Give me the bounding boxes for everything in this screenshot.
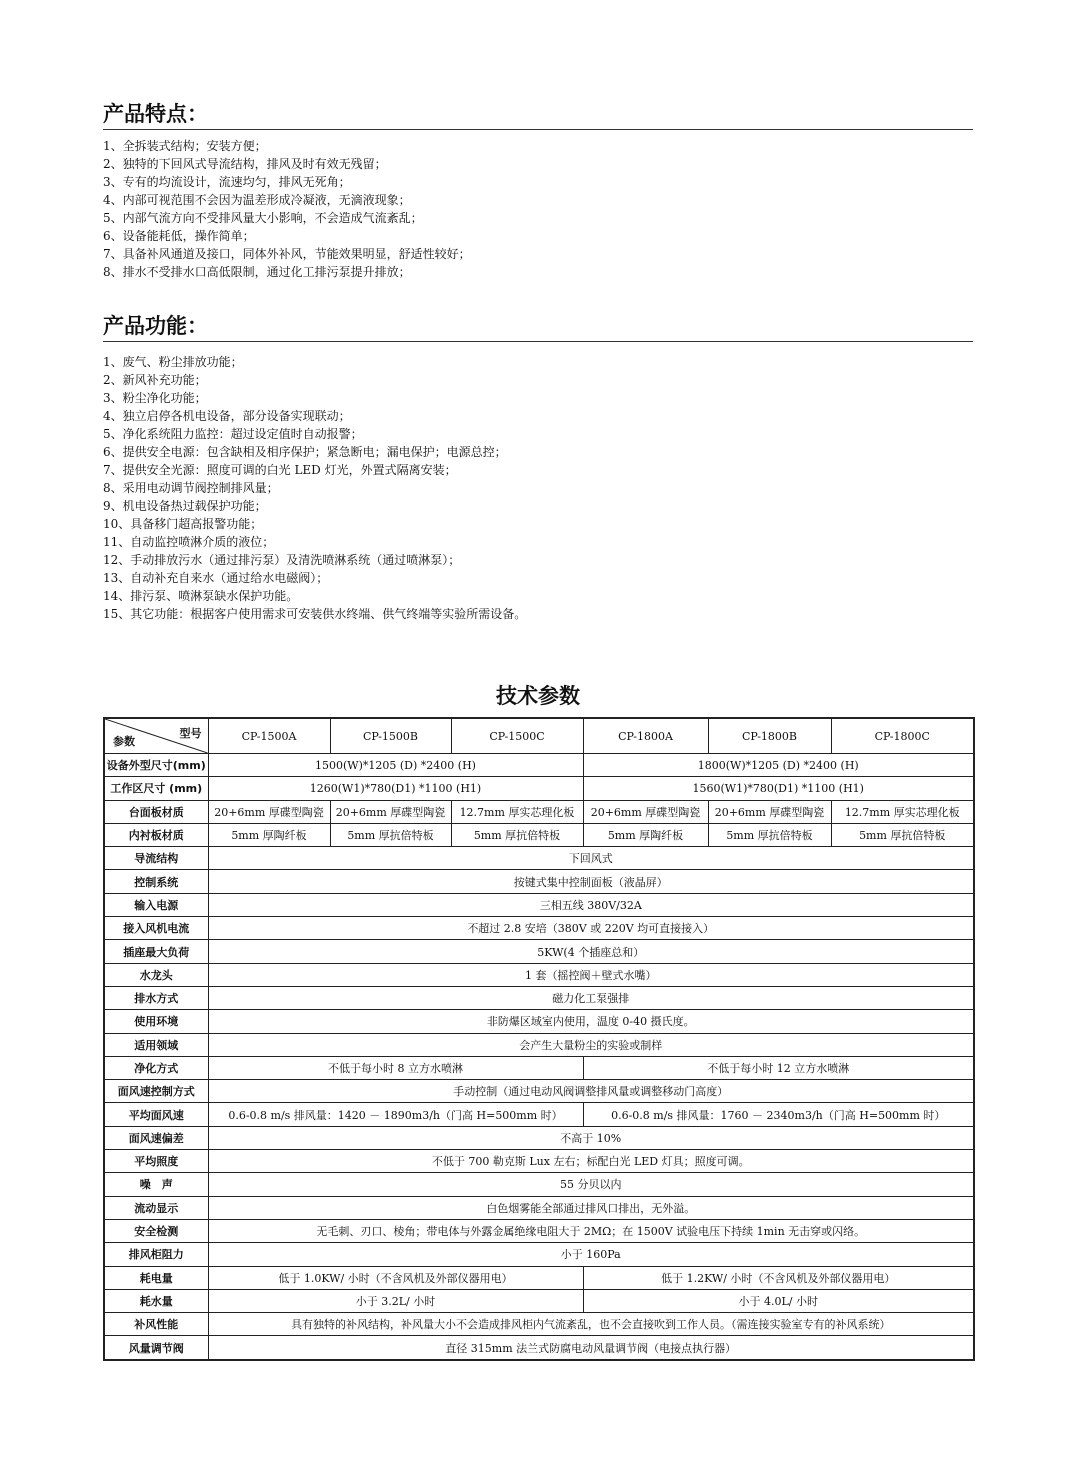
functions-item: 10、具备移门超高报警功能； — [103, 517, 263, 531]
param-value-cell: 55 分贝以内 — [208, 1173, 974, 1196]
param-value-cell: 20+6mm 厚碟型陶瓷 — [208, 800, 330, 823]
param-value-cell: 不高于 10% — [208, 1126, 974, 1149]
functions-item: 7、提供安全光源：照度可调的白光 LED 灯光，外置式隔离安装； — [103, 463, 457, 477]
spec-row — [104, 1196, 974, 1219]
spec-title: 技术参数 — [496, 684, 580, 708]
param-value-cell: 20+6mm 厚碟型陶瓷 — [583, 800, 708, 823]
functions-item: 5、净化系统阻力监控：超过设定值时自动报警； — [103, 427, 363, 441]
param-value-cell: 不低于 700 勒克斯 Lux 左右；标配白光 LED 灯具；照度可调。 — [208, 1150, 974, 1173]
features-item: 2、独特的下回风式导流结构，排风及时有效无残留； — [103, 157, 387, 171]
spec-row — [104, 1150, 974, 1173]
param-value-cell: 5mm 厚抗倍特板 — [708, 823, 831, 846]
model-header-cell: CP-1800C — [831, 718, 974, 754]
param-value-cell: 5KW(4 个插座总和） — [208, 940, 974, 963]
spec-row — [104, 1080, 974, 1103]
param-label-cell: 输入电源 — [104, 893, 208, 916]
param-label-cell: 补风性能 — [104, 1313, 208, 1336]
param-value-cell: 非防爆区域室内使用，温度 0-40 摄氏度。 — [208, 1010, 974, 1033]
spec-row — [104, 1313, 974, 1336]
functions-item: 6、提供安全电源：包含缺相及相序保护；紧急断电；漏电保护；电源总控； — [103, 445, 507, 459]
param-value-cell: 小于 160Pa — [208, 1243, 974, 1266]
param-label-cell: 平均照度 — [104, 1150, 208, 1173]
spec-row — [104, 986, 974, 1009]
features-list — [103, 137, 973, 281]
param-label-cell: 导流结构 — [104, 847, 208, 870]
spec-row — [104, 870, 974, 893]
features-item: 4、内部可视范围不会因为温差形成冷凝液，无滴液现象； — [103, 193, 411, 207]
param-label-cell: 设备外型尺寸(mm) — [104, 754, 208, 777]
spec-row — [104, 777, 974, 800]
features-section — [103, 100, 973, 281]
param-value-cell: 磁力化工泵强排 — [208, 986, 974, 1009]
param-label-cell: 台面板材质 — [104, 800, 208, 823]
param-value-cell: 不低于每小时 8 立方水喷淋 — [208, 1056, 583, 1079]
param-value-cell: 白色烟雾能全部通过排风口排出，无外溢。 — [208, 1196, 974, 1219]
model-header-cell: CP-1800A — [583, 718, 708, 754]
param-value-cell: 1800(W)*1205 (D) *2400 (H) — [583, 754, 974, 777]
model-header-cell: CP-1800B — [708, 718, 831, 754]
param-label-cell: 适用领域 — [104, 1033, 208, 1056]
param-label-cell: 安全检测 — [104, 1219, 208, 1242]
features-item: 8、排水不受排水口高低限制，通过化工排污泵提升排放； — [103, 265, 411, 279]
param-label-cell: 噪 声 — [104, 1173, 208, 1196]
param-label-cell: 工作区尺寸 (mm) — [104, 777, 208, 800]
param-value-cell: 0.6-0.8 m/s 排风量：1760 － 2340m3/h（门高 H=500mm 时） — [583, 1103, 974, 1126]
param-label-cell: 排风柜阻力 — [104, 1243, 208, 1266]
param-label-cell: 水龙头 — [104, 963, 208, 986]
features-item: 1、全拆装式结构；安装方便； — [103, 139, 267, 153]
param-value-cell: 5mm 厚抗倍特板 — [451, 823, 583, 846]
spec-row — [104, 754, 974, 777]
param-value-cell: 小于 4.0L/ 小时 — [583, 1289, 974, 1312]
param-value-cell: 1500(W)*1205 (D) *2400 (H) — [208, 754, 583, 777]
param-value-cell: 具有独特的补风结构，补风量大小不会造成排风柜内气流紊乱，也不会直接吹到工作人员。（需连接实验室专有的补风系统） — [208, 1313, 974, 1336]
param-label-cell: 净化方式 — [104, 1056, 208, 1079]
corner-param-label: 参数 — [113, 735, 135, 748]
functions-item: 13、自动补充自来水（通过给水电磁阀）； — [103, 571, 329, 585]
spec-row — [104, 1289, 974, 1312]
features-item: 3、专有的均流设计，流速均匀，排风无死角； — [103, 175, 351, 189]
param-value-cell: 1260(W1)*780(D1) *1100 (H1) — [208, 777, 583, 800]
param-value-cell: 低于 1.2KW/ 小时（不含风机及外部仪器用电） — [583, 1266, 974, 1289]
param-label-cell: 使用环境 — [104, 1010, 208, 1033]
param-value-cell: 5mm 厚抗倍特板 — [831, 823, 974, 846]
spec-row — [104, 800, 974, 823]
param-label-cell: 风量调节阀 — [104, 1336, 208, 1360]
param-value-cell: 1 套（摇控阀＋壁式水嘴） — [208, 963, 974, 986]
spec-row — [104, 847, 974, 870]
param-label-cell: 平均面风速 — [104, 1103, 208, 1126]
param-value-cell: 会产生大量粉尘的实验或制样 — [208, 1033, 974, 1056]
param-label-cell: 控制系统 — [104, 870, 208, 893]
spec-row — [104, 963, 974, 986]
features-item: 7、具备补风通道及接口，同体外补风，节能效果明显，舒适性较好； — [103, 247, 471, 261]
header-corner-cell — [104, 718, 208, 754]
param-value-cell: 按键式集中控制面板（液晶屏） — [208, 870, 974, 893]
spec-row — [104, 1266, 974, 1289]
param-value-cell: 下回风式 — [208, 847, 974, 870]
functions-item: 14、排污泵、喷淋泵缺水保护功能。 — [103, 589, 299, 603]
functions-section — [103, 312, 973, 623]
param-value-cell: 直径 315mm 法兰式防腐电动风量调节阀（电接点执行器） — [208, 1336, 974, 1360]
param-label-cell: 接入风机电流 — [104, 917, 208, 940]
param-label-cell: 排水方式 — [104, 986, 208, 1009]
functions-item: 8、采用电动调节阀控制排风量； — [103, 481, 279, 495]
param-value-cell: 手动控制（通过电动风阀调整排风量或调整移动门高度） — [208, 1080, 974, 1103]
param-value-cell: 不低于每小时 12 立方水喷淋 — [583, 1056, 974, 1079]
param-value-cell: 1560(W1)*780(D1) *1100 (H1) — [583, 777, 974, 800]
param-value-cell: 三相五线 380V/32A — [208, 893, 974, 916]
spec-row — [104, 1243, 974, 1266]
param-label-cell: 耗水量 — [104, 1289, 208, 1312]
functions-title: 产品功能： — [103, 312, 973, 342]
param-value-cell: 20+6mm 厚碟型陶瓷 — [708, 800, 831, 823]
model-header-cell: CP-1500A — [208, 718, 330, 754]
param-value-cell: 小于 3.2L/ 小时 — [208, 1289, 583, 1312]
param-value-cell: 5mm 厚陶纤板 — [583, 823, 708, 846]
functions-item: 4、独立启停各机电设备，部分设备实现联动； — [103, 409, 351, 423]
model-header-cell: CP-1500C — [451, 718, 583, 754]
spec-row — [104, 1056, 974, 1079]
param-label-cell: 内衬板材质 — [104, 823, 208, 846]
functions-item: 11、自动监控喷淋介质的液位； — [103, 535, 275, 549]
param-value-cell: 5mm 厚抗倍特板 — [330, 823, 451, 846]
param-value-cell: 12.7mm 厚实芯理化板 — [451, 800, 583, 823]
spec-row — [104, 893, 974, 916]
features-title: 产品特点： — [103, 100, 973, 130]
spec-row — [104, 1010, 974, 1033]
functions-list — [103, 353, 973, 623]
param-label-cell: 耗电量 — [104, 1266, 208, 1289]
spec-row — [104, 1033, 974, 1056]
spec-row — [104, 823, 974, 846]
functions-item: 12、手动排放污水（通过排污泵）及清洗喷淋系统（通过喷淋泵）； — [103, 553, 461, 567]
features-item: 6、设备能耗低，操作简单； — [103, 229, 255, 243]
param-value-cell: 无毛刺、刃口、棱角；带电体与外露金属绝缘电阻大于 2MΩ；在 1500V 试验电压下持续 1min 无击穿或闪络。 — [208, 1219, 974, 1242]
functions-item: 3、粉尘净化功能； — [103, 391, 207, 405]
param-value-cell: 20+6mm 厚碟型陶瓷 — [330, 800, 451, 823]
spec-row — [104, 917, 974, 940]
spec-header-row — [104, 718, 974, 754]
spec-row — [104, 940, 974, 963]
spec-table — [103, 717, 975, 1361]
spec-row — [104, 1126, 974, 1149]
spec-row — [104, 1219, 974, 1242]
param-label-cell: 流动显示 — [104, 1196, 208, 1219]
corner-model-label: 型号 — [179, 727, 202, 740]
param-value-cell: 0.6-0.8 m/s 排风量：1420 － 1890m3/h（门高 H=500mm 时） — [208, 1103, 583, 1126]
param-value-cell: 不超过 2.8 安培（380V 或 220V 均可直接接入） — [208, 917, 974, 940]
functions-item: 15、其它功能：根据客户使用需求可安装供水终端、供气终端等实验所需设备。 — [103, 607, 527, 621]
model-header-cell: CP-1500B — [330, 718, 451, 754]
spec-row — [104, 1336, 974, 1360]
features-item: 5、内部气流方向不受排风量大小影响，不会造成气流紊乱； — [103, 211, 423, 225]
param-value-cell: 低于 1.0KW/ 小时（不含风机及外部仪器用电） — [208, 1266, 583, 1289]
spec-row — [104, 1103, 974, 1126]
param-label-cell: 插座最大负荷 — [104, 940, 208, 963]
param-value-cell: 12.7mm 厚实芯理化板 — [831, 800, 974, 823]
functions-item: 1、废气、粉尘排放功能； — [103, 355, 243, 369]
param-value-cell: 5mm 厚陶纤板 — [208, 823, 330, 846]
spec-row — [104, 1173, 974, 1196]
functions-item: 9、机电设备热过载保护功能； — [103, 499, 267, 513]
functions-item: 2、新风补充功能； — [103, 373, 207, 387]
param-label-cell: 面风速控制方式 — [104, 1080, 208, 1103]
param-label-cell: 面风速偏差 — [104, 1126, 208, 1149]
